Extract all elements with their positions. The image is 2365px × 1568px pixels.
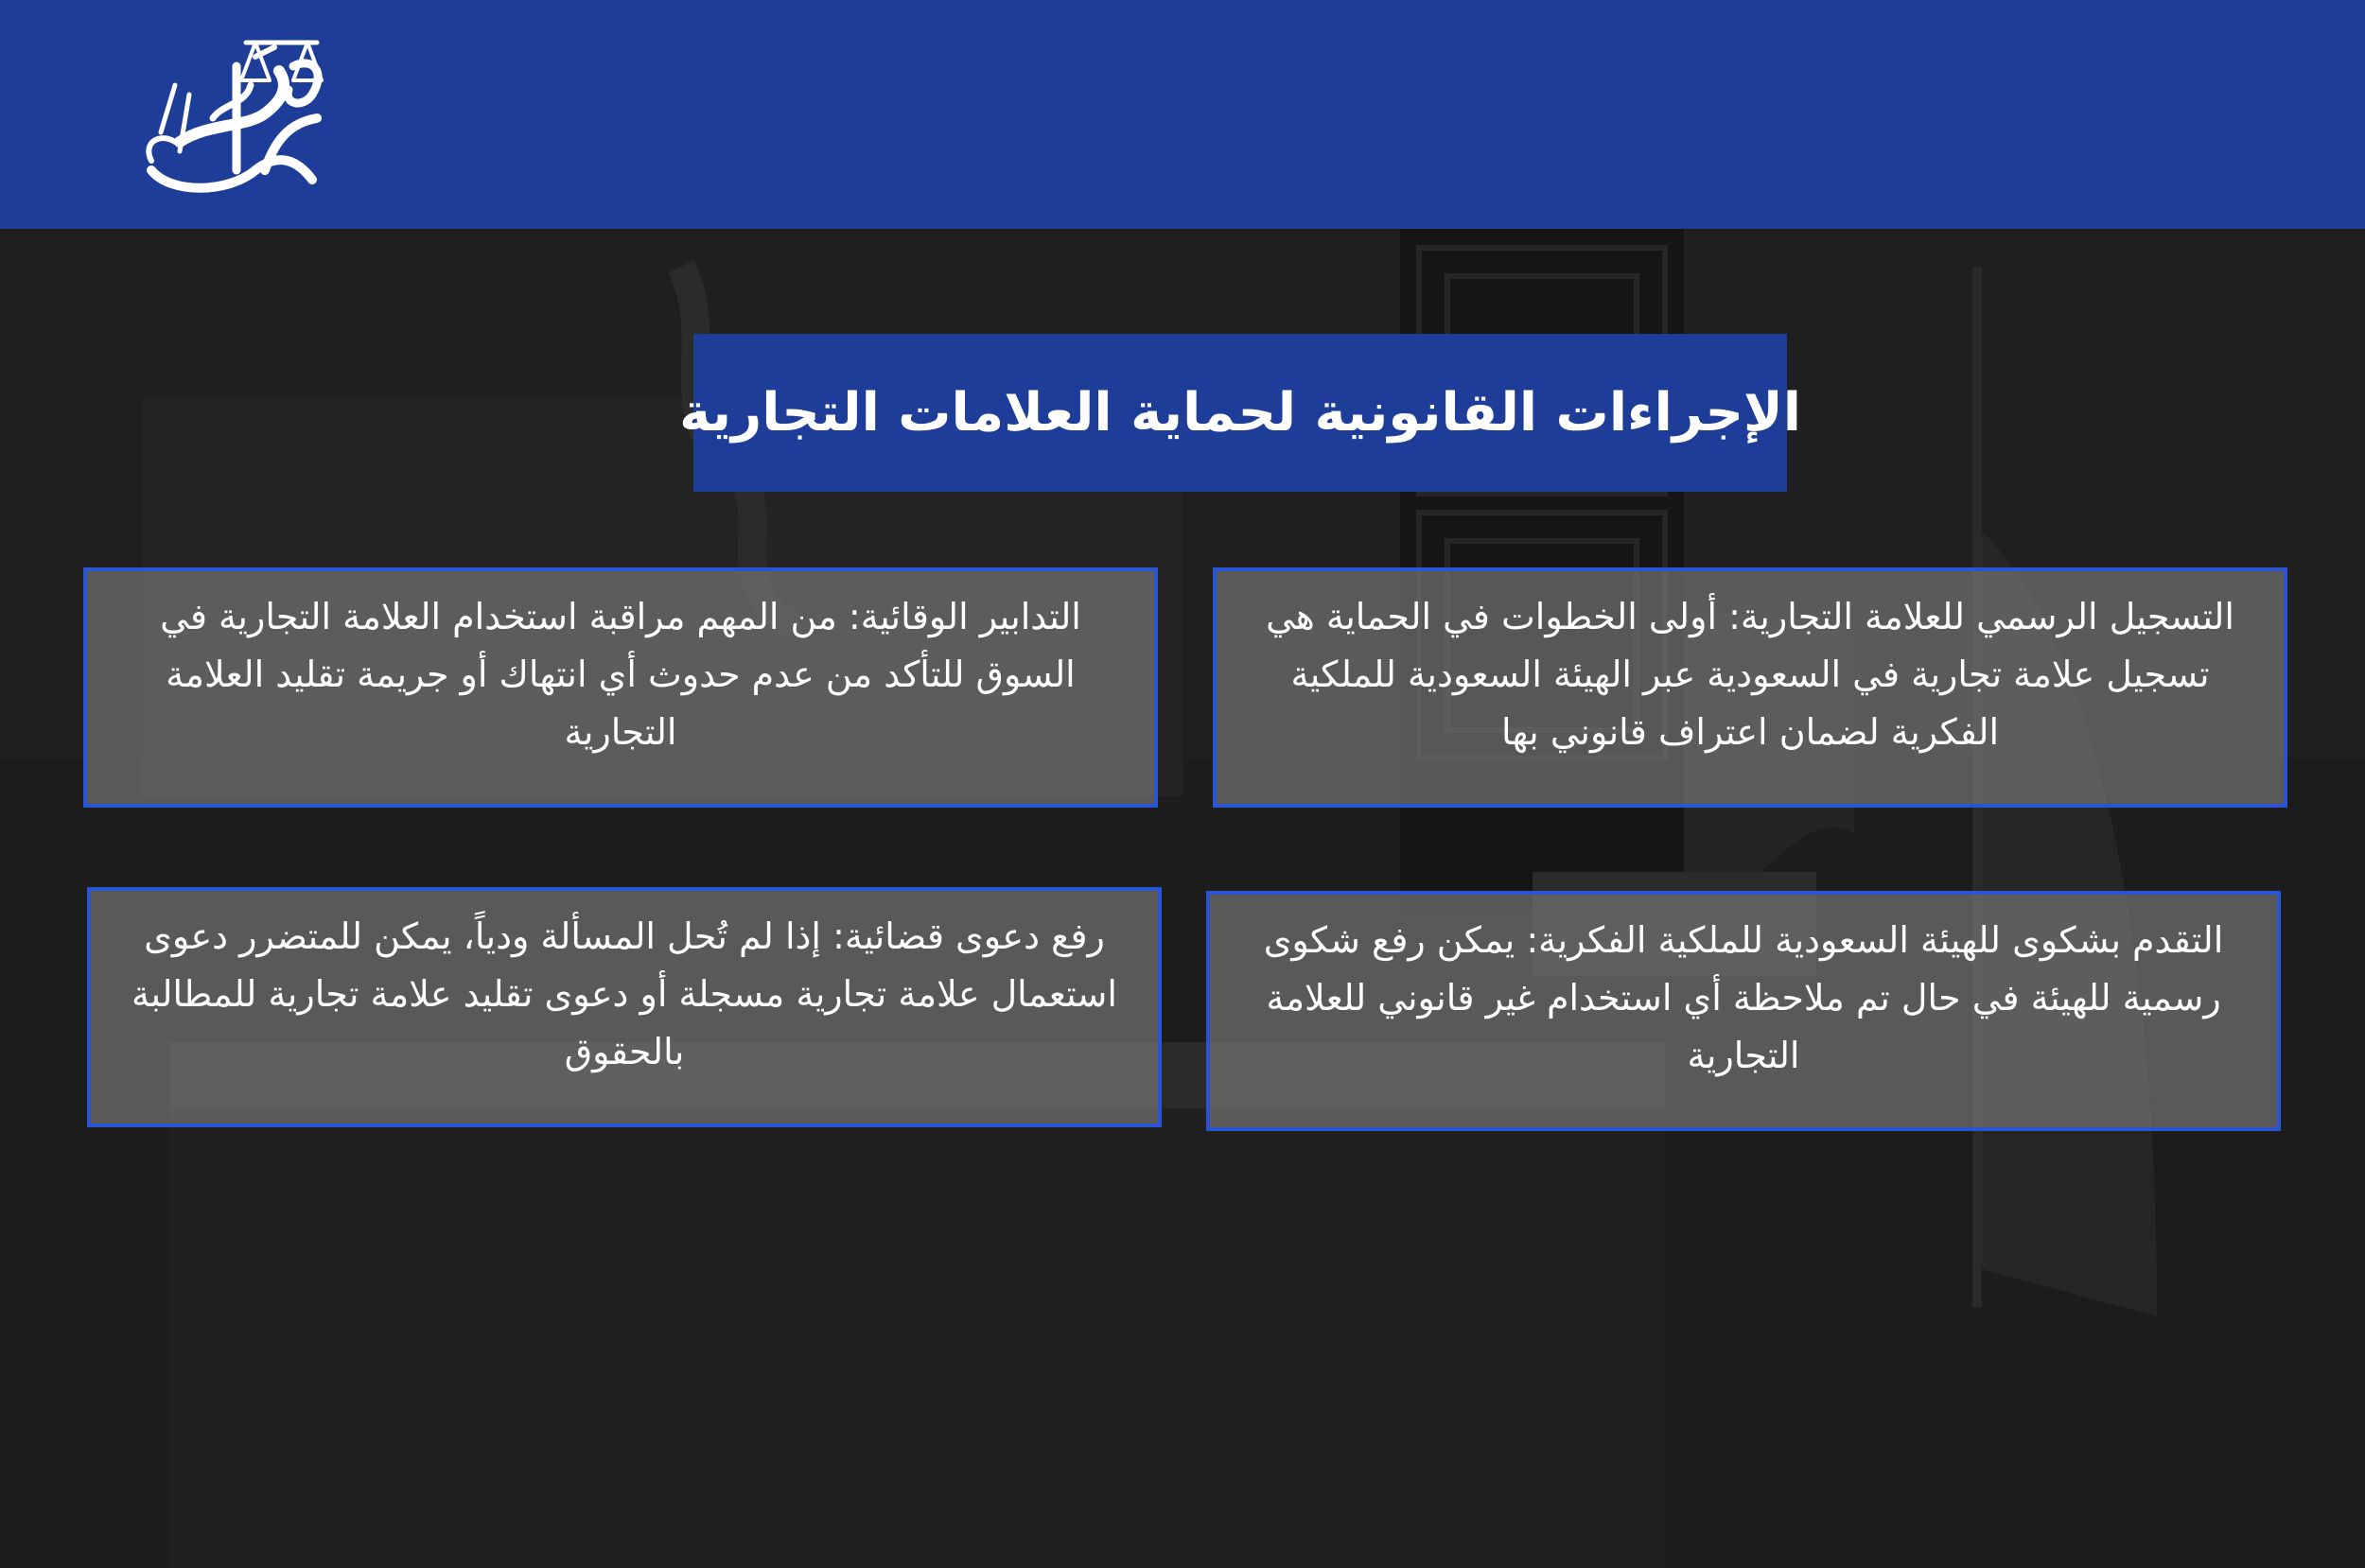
card-complaint-to-authority — [1206, 891, 2281, 1131]
card-text: التسجيل الرسمي للعلامة التجارية: أولى الخطوات في الحماية هي تسجيل علامة تجارية في السعودية عبر الهيئة السعودية للملكية الفكرية لضمان اعتراف قانوني بها — [1266, 596, 2234, 753]
header-bar — [0, 0, 2365, 229]
calligraphy-logo-with-scales-icon — [123, 28, 341, 208]
page-title: الإجراءات القانونية لحماية العلامات التجارية — [679, 382, 1801, 444]
card-text: التقدم بشكوى للهيئة السعودية للملكية الفكرية: يمكن رفع شكوى رسمية للهيئة في حال تم ملاحظة أي استخدام غير قانوني للعلامة التجارية — [1263, 919, 2224, 1076]
card-lawsuit — [87, 887, 1162, 1127]
title-box — [679, 334, 1801, 492]
card-text: رفع دعوى قضائية: إذا لم تُحل المسألة ودياً، يمكن للمتضرر دعوى استعمال علامة تجارية مسجلة أو دعوى تقليد علامة تجارية للمطالبة بالحقوق — [131, 915, 1117, 1072]
card-text: التدابير الوقائية: من المهم مراقبة استخدام العلامة التجارية في السوق للتأكد من عدم حدوث أي انتهاك أو جريمة تقليد العلامة التجارية — [160, 596, 1081, 753]
card-preventive-measures — [83, 567, 1158, 808]
card-official-registration — [1213, 567, 2287, 808]
